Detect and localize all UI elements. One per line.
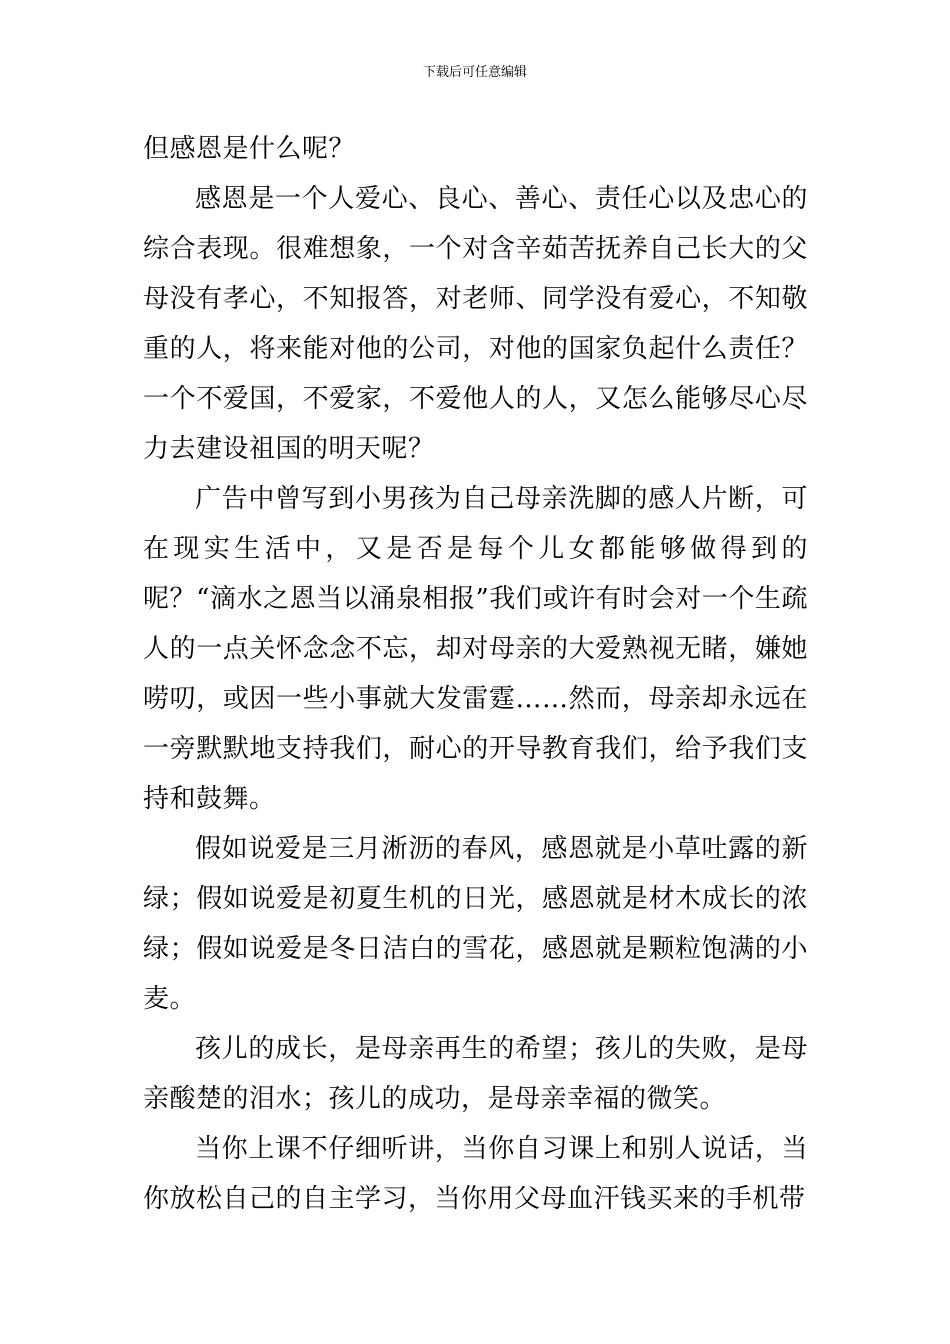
paragraph-2: 感恩是一个人爱心、良心、善心、责任心以及忠心的综合表现。很难想象，一个对含辛茹苦抚养自己长大的父母没有孝心，不知报答，对老师、同学没有爱心，不知敬重的人，将来能对他的公司，对他的国家负起什么责任？一个不爱国，不爱家，不爱他人的人，又怎么能够尽心尽力去建设祖国的明天呢？	[143, 184, 808, 464]
paragraph-4: 假如说爱是三月淅沥的春风，感恩就是小草吐露的新绿；假如说爱是初夏生机的日光，感恩就是材木成长的浓绿；假如说爱是冬日洁白的雪花，感恩就是颗粒饱满的小麦。	[143, 834, 808, 1014]
paragraph-5: 孩儿的成长，是母亲再生的希望；孩儿的失败，是母亲酸楚的泪水；孩儿的成功，是母亲幸福的微笑。	[143, 1034, 808, 1114]
document-body	[143, 124, 808, 1224]
paragraph-3: 广告中曾写到小男孩为自己母亲洗脚的感人片断，可在现实生活中，又是否是每个儿女都能够做得到的呢？“滴水之恩当以涌泉相报”我们或许有时会对一个生疏人的一点关怀念念不忘，却对母亲的大爱熟视无睹，嫌她唠叨，或因一些小事就大发雷霆……然而，母亲却永远在一旁默默地支持我们，耐心的开导教育我们，给予我们支持和鼓舞。	[143, 484, 808, 814]
paragraph-6: 当你上课不仔细听讲，当你自习课上和别人说话，当你放松自己的自主学习，当你用父母血汗钱买来的手机带	[143, 1134, 808, 1214]
paragraph-1: 但感恩是什么呢？	[143, 134, 356, 164]
page-header: 下载后可任意编辑	[422, 65, 527, 80]
